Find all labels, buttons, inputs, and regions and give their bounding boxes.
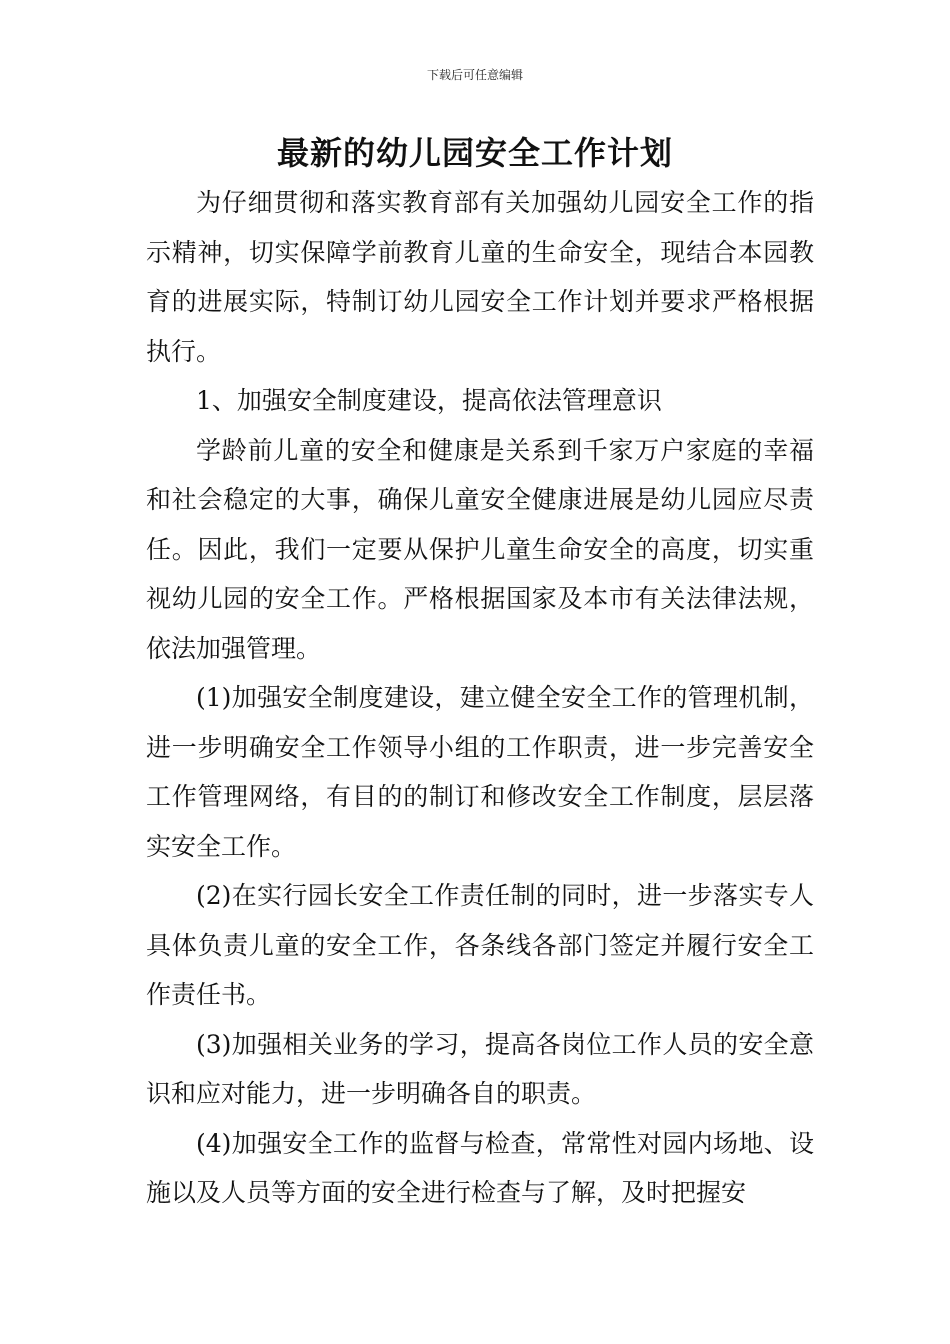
list-item-4: (4)加强安全工作的监督与检查，常常性对园内场地、设施以及人员等方面的安全进行检查与了解，及时把握安	[146, 1128, 814, 1207]
list-item-3: (3)加强相关业务的学习，提高各岗位工作人员的安全意识和应对能力，进一步明确各自的职责。	[146, 1029, 814, 1108]
section-heading-1: 1、加强安全制度建设，提高依法管理意识	[196, 386, 662, 415]
document-title: 最新的幼儿园安全工作计划	[276, 134, 673, 172]
paragraph-intro: 为仔细贯彻和落实教育部有关加强幼儿园安全工作的指示精神，切实保障学前教育儿童的生命安全，现结合本园教育的进展实际，特制订幼儿园安全工作计划并要求严格根据执行。	[146, 188, 814, 366]
document-body	[146, 178, 814, 1218]
list-item-2: (2)在实行园长安全工作责任制的同时，进一步落实专人具体负责儿童的安全工作，各条线各部门签定并履行安全工作责任书。	[146, 881, 814, 1009]
list-item-1: (1)加强安全制度建设，建立健全安全工作的管理机制，进一步明确安全工作领导小组的工作职责，进一步完善安全工作管理网络，有目的的制订和修改安全工作制度，层层落实安全工作。	[146, 683, 814, 861]
paragraph-section-1: 学龄前儿童的安全和健康是关系到千家万户家庭的幸福和社会稳定的大事，确保儿童安全健康进展是幼儿园应尽责任。因此，我们一定要从保护儿童生命安全的高度，切实重视幼儿园的安全工作。严格根据国家及本市有关法律法规，依法加强管理。	[146, 435, 814, 663]
header-note: 下载后可任意编辑	[426, 68, 523, 82]
